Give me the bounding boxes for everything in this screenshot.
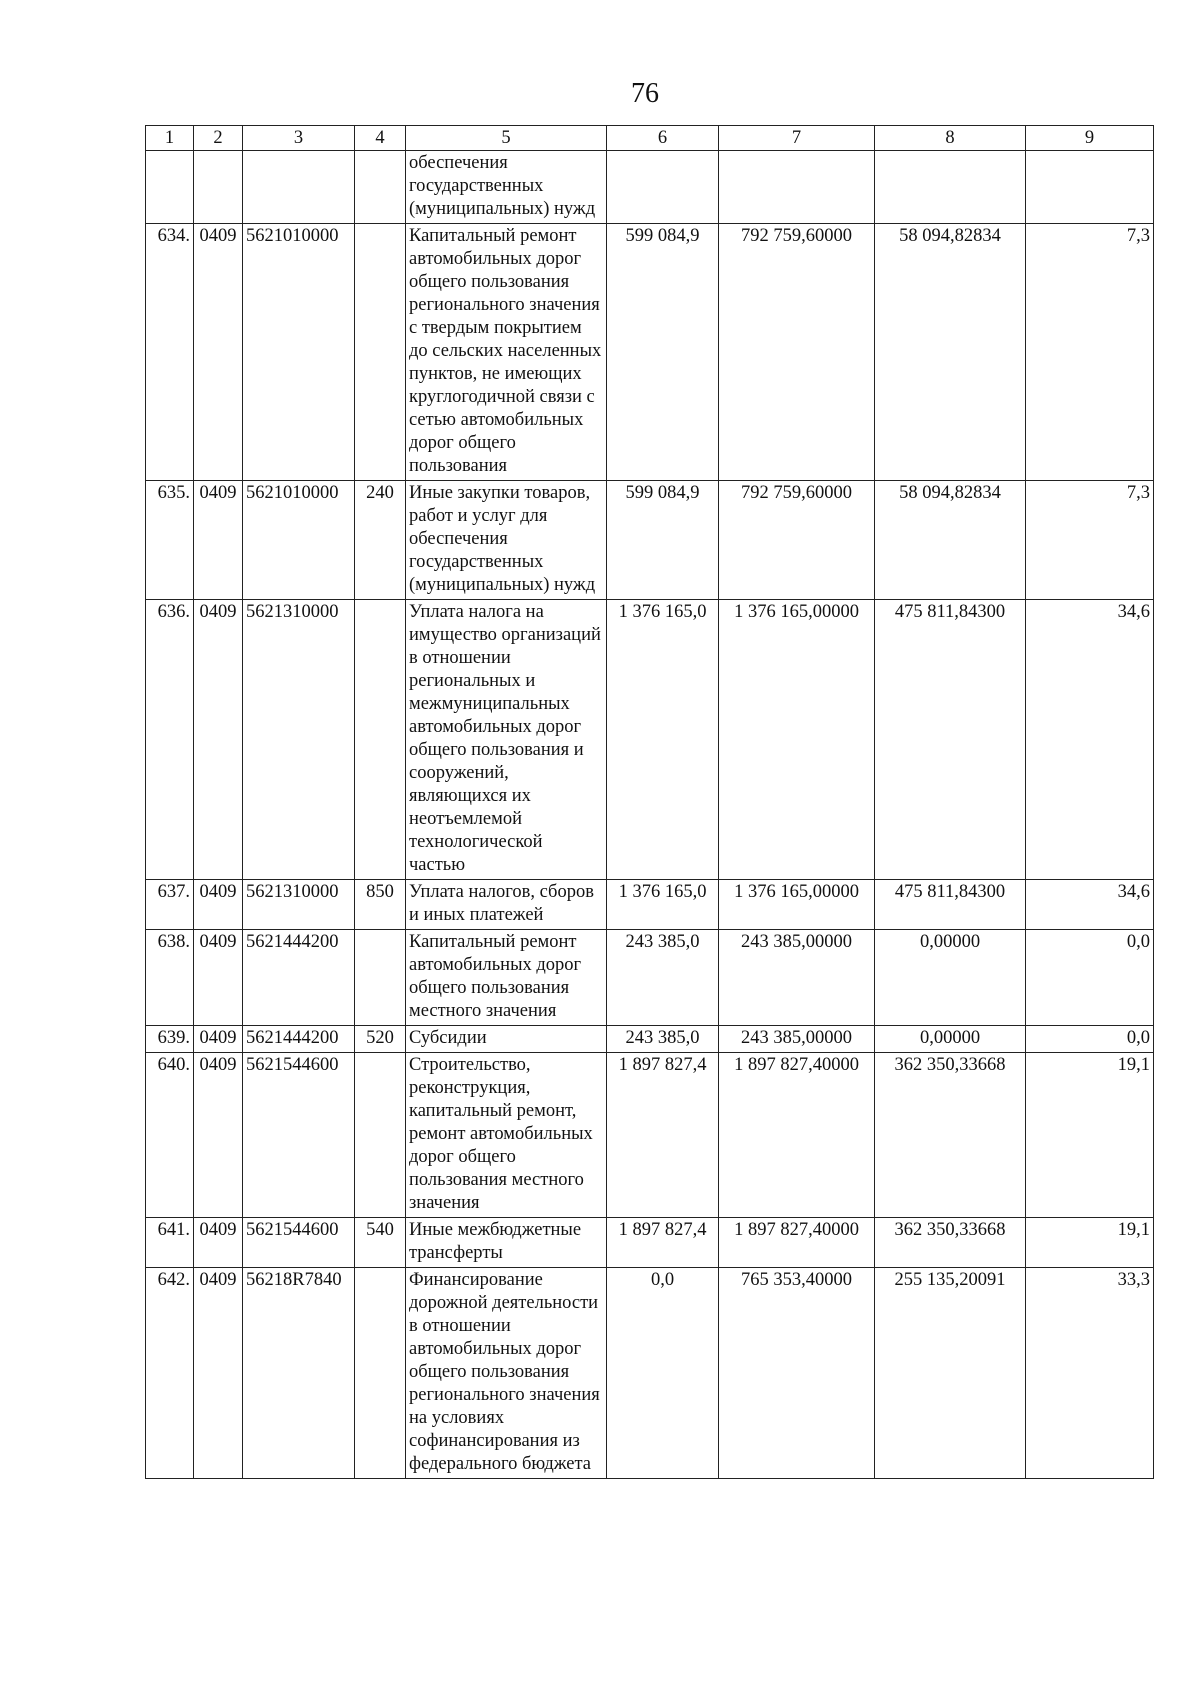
value-col6: 0,0 — [607, 1268, 719, 1479]
value-col9: 34,6 — [1026, 880, 1154, 930]
value-col9: 7,3 — [1026, 224, 1154, 481]
header-cell: 9 — [1026, 126, 1154, 151]
header-cell: 8 — [875, 126, 1026, 151]
value-col9: 34,6 — [1026, 600, 1154, 880]
item-name: Уплата налогов, сборов и иных платежей — [406, 880, 607, 930]
value-col8: 475 811,84300 — [875, 880, 1026, 930]
table-row — [146, 1268, 1154, 1479]
expense-type: 240 — [355, 481, 406, 600]
item-name: Иные межбюджетные трансферты — [406, 1218, 607, 1268]
value-col9: 19,1 — [1026, 1218, 1154, 1268]
header-row — [146, 126, 1154, 151]
value-col8: 475 811,84300 — [875, 600, 1026, 880]
section-code: 0409 — [194, 880, 243, 930]
value-col6: 243 385,0 — [607, 930, 719, 1026]
value-col8: 58 094,82834 — [875, 224, 1026, 481]
table-row — [146, 1053, 1154, 1218]
value-col6: 243 385,0 — [607, 1026, 719, 1053]
value-col7: 1 376 165,00000 — [719, 600, 875, 880]
row-number: 640. — [146, 1053, 194, 1218]
expense-type — [355, 1268, 406, 1479]
header-cell: 2 — [194, 126, 243, 151]
value-col7: 792 759,60000 — [719, 481, 875, 600]
target-code: 5621310000 — [243, 600, 355, 880]
table-row — [146, 1218, 1154, 1268]
value-col7: 765 353,40000 — [719, 1268, 875, 1479]
value-col6: 1 897 827,4 — [607, 1218, 719, 1268]
expense-type: 850 — [355, 880, 406, 930]
row-number: 642. — [146, 1268, 194, 1479]
value-col6: 599 084,9 — [607, 224, 719, 481]
item-name: Уплата налога на имущество организаций в отношении региональных и межмуниципальных автомобильных дорог общего пользования и сооружений, являющихся их неотъемлемой технологической частью — [406, 600, 607, 880]
expense-type — [355, 930, 406, 1026]
item-name: Финансирование дорожной деятельности в отношении автомобильных дорог общего пользования регионального значения на условиях софинансирования из федерального бюджета — [406, 1268, 607, 1479]
row-number: 635. — [146, 481, 194, 600]
item-name: Строительство, реконструкция, капитальный ремонт, ремонт автомобильных дорог общего пользования местного значения — [406, 1053, 607, 1218]
item-name: Капитальный ремонт автомобильных дорог общего пользования регионального значения с твердым покрытием до сельских населенных пунктов, не имеющих круглогодичной связи с сетью автомобильных дорог общего пользования — [406, 224, 607, 481]
value-col9: 0,0 — [1026, 1026, 1154, 1053]
header-cell: 7 — [719, 126, 875, 151]
target-code: 5621444200 — [243, 930, 355, 1026]
value-col6 — [607, 151, 719, 224]
target-code: 5621310000 — [243, 880, 355, 930]
section-code: 0409 — [194, 1268, 243, 1479]
section-code: 0409 — [194, 1053, 243, 1218]
value-col7 — [719, 151, 875, 224]
target-code: 5621444200 — [243, 1026, 355, 1053]
row-number — [146, 151, 194, 224]
expense-type — [355, 600, 406, 880]
section-code: 0409 — [194, 1026, 243, 1053]
section-code — [194, 151, 243, 224]
value-col8: 58 094,82834 — [875, 481, 1026, 600]
budget-table — [145, 125, 1154, 1479]
row-number: 639. — [146, 1026, 194, 1053]
table-body — [146, 151, 1154, 1479]
expense-type — [355, 1053, 406, 1218]
section-code: 0409 — [194, 224, 243, 481]
header-cell: 1 — [146, 126, 194, 151]
target-code — [243, 151, 355, 224]
expense-type: 520 — [355, 1026, 406, 1053]
value-col6: 1 376 165,0 — [607, 880, 719, 930]
target-code: 56218R7840 — [243, 1268, 355, 1479]
value-col8: 362 350,33668 — [875, 1218, 1026, 1268]
value-col9: 33,3 — [1026, 1268, 1154, 1479]
table-row — [146, 600, 1154, 880]
section-code: 0409 — [194, 1218, 243, 1268]
target-code: 5621544600 — [243, 1218, 355, 1268]
table-row — [146, 930, 1154, 1026]
table-row — [146, 151, 1154, 224]
target-code: 5621010000 — [243, 481, 355, 600]
header-cell: 4 — [355, 126, 406, 151]
value-col7: 1 897 827,40000 — [719, 1218, 875, 1268]
value-col8: 0,00000 — [875, 930, 1026, 1026]
target-code: 5621010000 — [243, 224, 355, 481]
header-cell: 3 — [243, 126, 355, 151]
page-number: 76 — [631, 78, 659, 109]
value-col6: 1 376 165,0 — [607, 600, 719, 880]
value-col6: 1 897 827,4 — [607, 1053, 719, 1218]
item-name: Субсидии — [406, 1026, 607, 1053]
value-col9: 7,3 — [1026, 481, 1154, 600]
row-number: 636. — [146, 600, 194, 880]
value-col6: 599 084,9 — [607, 481, 719, 600]
expense-type: 540 — [355, 1218, 406, 1268]
value-col9: 19,1 — [1026, 1053, 1154, 1218]
value-col8: 0,00000 — [875, 1026, 1026, 1053]
value-col7: 1 376 165,00000 — [719, 880, 875, 930]
header-cell: 6 — [607, 126, 719, 151]
table-row — [146, 1026, 1154, 1053]
item-name: Капитальный ремонт автомобильных дорог общего пользования местного значения — [406, 930, 607, 1026]
table-row — [146, 481, 1154, 600]
value-col7: 243 385,00000 — [719, 930, 875, 1026]
section-code: 0409 — [194, 930, 243, 1026]
row-number: 637. — [146, 880, 194, 930]
table-row — [146, 880, 1154, 930]
value-col7: 243 385,00000 — [719, 1026, 875, 1053]
value-col9 — [1026, 151, 1154, 224]
expense-type — [355, 151, 406, 224]
section-code: 0409 — [194, 481, 243, 600]
value-col7: 792 759,60000 — [719, 224, 875, 481]
value-col8: 255 135,20091 — [875, 1268, 1026, 1479]
value-col8: 362 350,33668 — [875, 1053, 1026, 1218]
header-cell: 5 — [406, 126, 607, 151]
expense-type — [355, 224, 406, 481]
row-number: 638. — [146, 930, 194, 1026]
row-number: 641. — [146, 1218, 194, 1268]
table-row — [146, 224, 1154, 481]
row-number: 634. — [146, 224, 194, 481]
target-code: 5621544600 — [243, 1053, 355, 1218]
value-col7: 1 897 827,40000 — [719, 1053, 875, 1218]
section-code: 0409 — [194, 600, 243, 880]
item-name: Иные закупки товаров, работ и услуг для обеспечения государственных (муниципальных) нужд — [406, 481, 607, 600]
item-name: обеспечения государственных (муниципальных) нужд — [406, 151, 607, 224]
value-col8 — [875, 151, 1026, 224]
value-col9: 0,0 — [1026, 930, 1154, 1026]
